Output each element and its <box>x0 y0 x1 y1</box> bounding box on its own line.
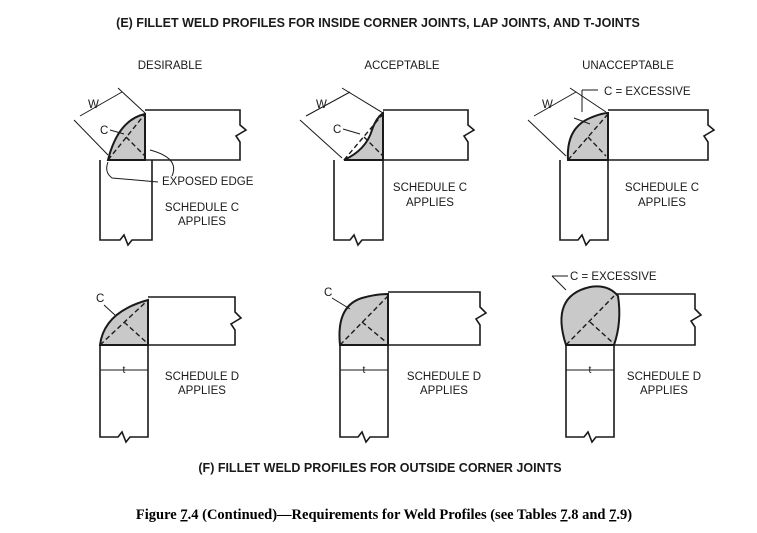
exposed-edge-label: EXPOSED EDGE <box>162 176 254 188</box>
caption-middle-2: .8 and <box>567 507 610 523</box>
c-leader <box>104 305 116 316</box>
vertical-plate <box>560 160 608 245</box>
schedule-d-line1: SCHEDULE D <box>406 371 482 383</box>
schedule-d-line1: SCHEDULE D <box>164 371 240 383</box>
panel-f-desirable <box>96 293 241 442</box>
horizontal-plate <box>614 294 701 345</box>
section-e-title: (E) FILLET WELD PROFILES FOR INSIDE CORNER JOINTS, LAP JOINTS, AND T-JOINTS <box>116 16 640 30</box>
column-heading-desirable: DESIRABLE <box>137 60 203 72</box>
c-label: C <box>333 124 342 136</box>
c-label: C <box>96 293 105 305</box>
fillet-weld <box>561 286 619 345</box>
c-leader <box>343 129 360 134</box>
vertical-plate <box>340 345 388 442</box>
horizontal-plate <box>388 292 486 345</box>
w-label: W <box>542 99 553 111</box>
caption-table-number-2: 7 <box>609 507 617 523</box>
caption-prefix: Figure <box>135 507 181 523</box>
column-heading-acceptable: ACCEPTABLE <box>364 60 440 72</box>
panel-e-unacceptable <box>528 86 714 245</box>
panel-f-acceptable <box>324 287 486 442</box>
schedule-c-line1: SCHEDULE C <box>624 182 700 194</box>
c-excessive-leader <box>552 276 568 290</box>
t-label: t <box>588 364 592 376</box>
t-label: t <box>122 364 126 376</box>
c-label: C <box>324 287 333 299</box>
schedule-d-line2: APPLIES <box>640 385 688 397</box>
t-label: t <box>362 364 366 376</box>
schedule-d-line2: APPLIES <box>420 385 468 397</box>
horizontal-plate <box>148 297 241 345</box>
panel-f-unacceptable <box>552 271 701 442</box>
schedule-c-line1: SCHEDULE C <box>164 202 240 214</box>
w-label: W <box>88 99 99 111</box>
schedule-d-line1: SCHEDULE D <box>626 371 702 383</box>
vertical-plate <box>334 160 383 245</box>
column-heading-unacceptable: UNACCEPTABLE <box>582 60 674 72</box>
panel-e-desirable <box>74 88 254 245</box>
schedule-c-line1: SCHEDULE C <box>392 182 468 194</box>
schedule-c-line2: APPLIES <box>406 197 454 209</box>
caption-end: .9) <box>616 507 633 523</box>
vertical-plate <box>566 345 614 442</box>
caption-figure-number: 7 <box>180 507 188 523</box>
section-f-title: (F) FILLET WELD PROFILES FOR OUTSIDE CORNER JOINTS <box>198 461 562 475</box>
caption-table-number-1: 7 <box>560 507 568 523</box>
caption-middle-1: .4 (Continued)—Requirements for Weld Profiles (see Tables <box>187 507 561 523</box>
schedule-c-line2: APPLIES <box>178 216 226 228</box>
c-excessive-label: C = EXCESSIVE <box>570 271 657 283</box>
c-label: C <box>100 125 109 137</box>
schedule-d-line2: APPLIES <box>178 385 226 397</box>
vertical-plate <box>100 345 148 442</box>
horizontal-plate <box>608 110 714 160</box>
c-leader <box>332 298 350 309</box>
panel-e-acceptable <box>300 88 474 245</box>
horizontal-plate <box>383 110 474 160</box>
w-label: W <box>316 99 327 111</box>
figure-caption <box>136 507 632 523</box>
horizontal-plate <box>145 110 246 160</box>
schedule-c-line2: APPLIES <box>638 197 686 209</box>
c-excessive-label: C = EXCESSIVE <box>604 86 691 98</box>
